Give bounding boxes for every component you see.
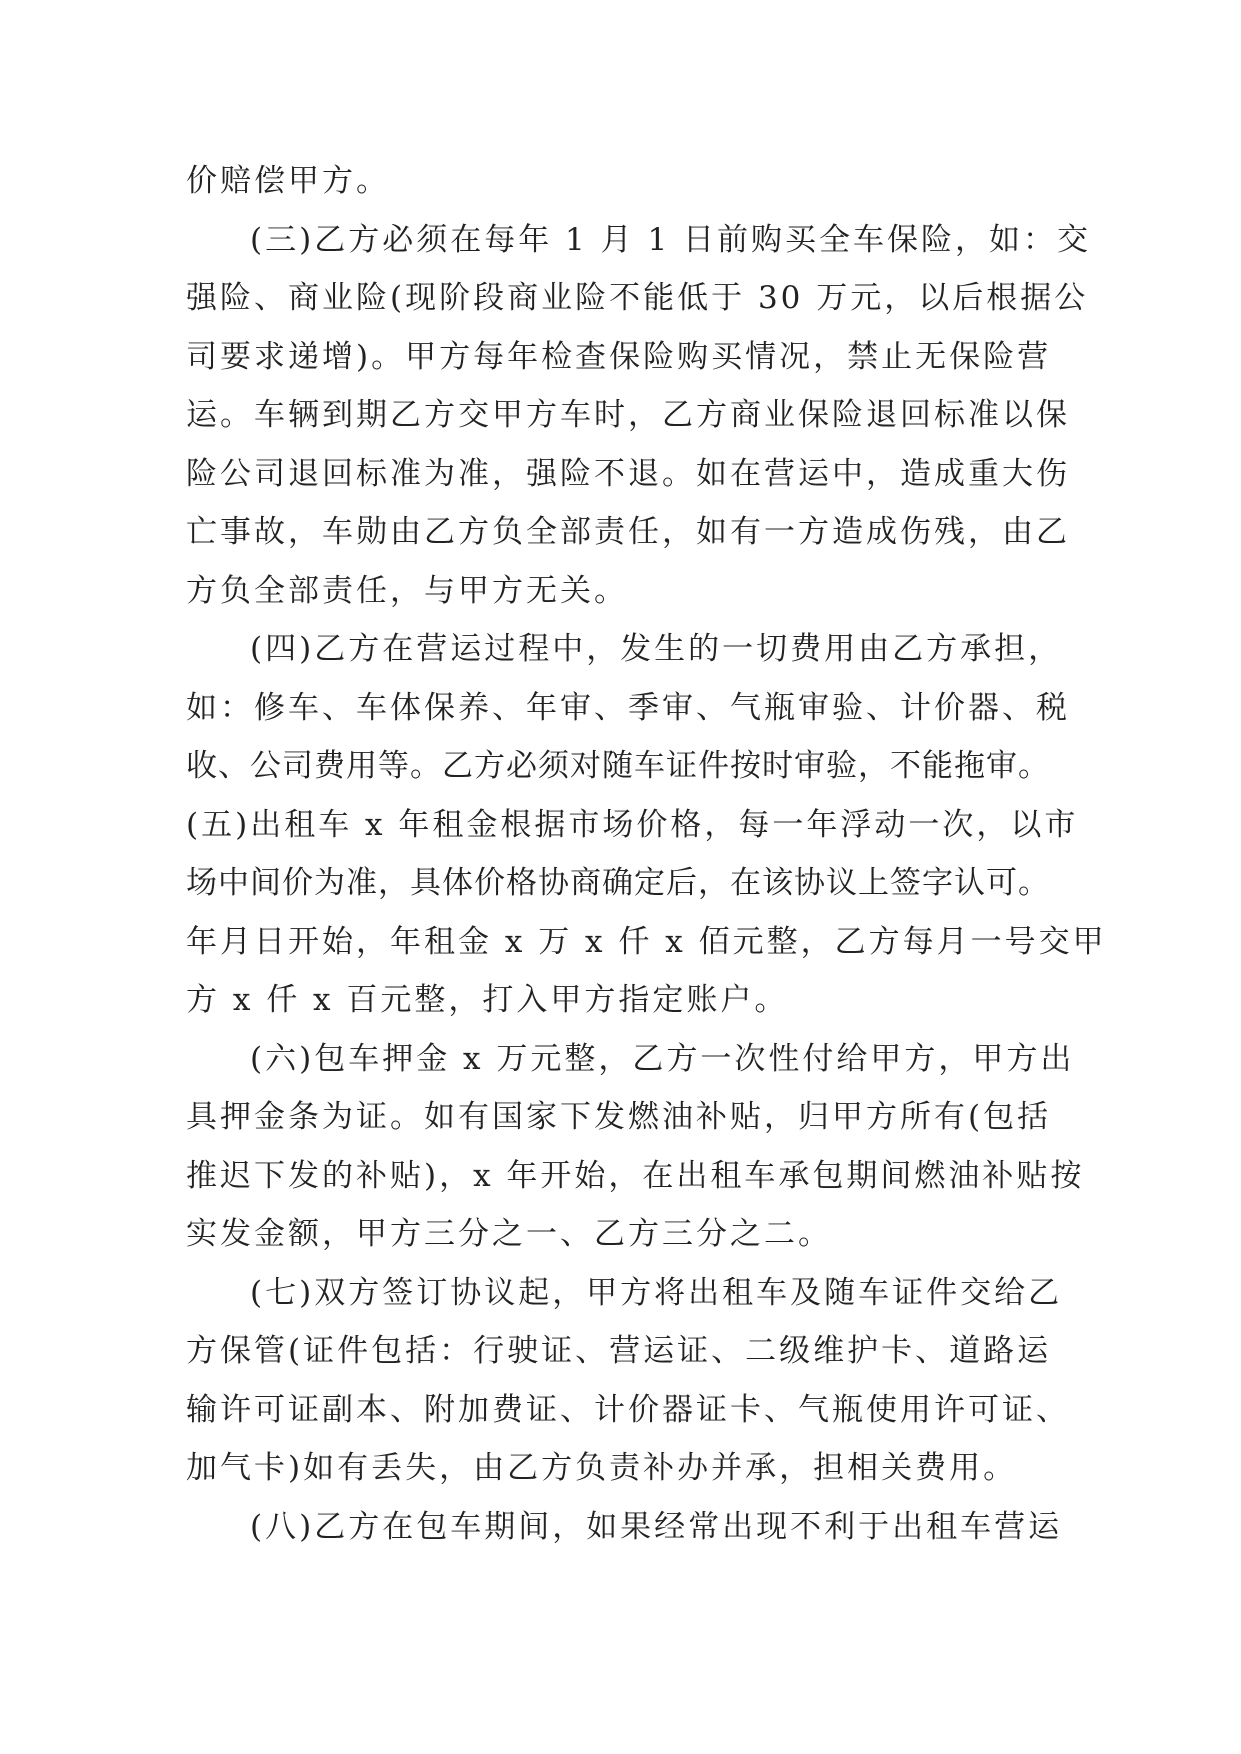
- text-line: 输许可证副本、附加费证、计价器证卡、气瓶使用许可证、: [186, 1391, 1070, 1428]
- text-line: 推迟下发的补贴)，x 年开始，在出租车承包期间燃油补贴按: [186, 1157, 1085, 1194]
- text-line: 具押金条为证。如有国家下发燃油补贴，归甲方所有(包括: [186, 1099, 1052, 1135]
- text-line: 加气卡)如有丢失，由乙方负责补办并承，担相关费用。: [186, 1450, 1018, 1486]
- text-line: (三)乙方必须在每年 1 月 1 日前购买全车保险，如：交: [250, 221, 1092, 258]
- document-body: [186, 152, 1107, 1556]
- text-line: 年月日开始，年租金 x 万 x 仟 x 佰元整，乙方每月一号交甲: [186, 923, 1107, 960]
- text-line: 方 x 仟 x 百元整，打入甲方指定账户。: [186, 982, 789, 1018]
- text-line: 方负全部责任，与甲方无关。: [186, 572, 628, 609]
- text-line: 如：修车、车体保养、年审、季审、气瓶审验、计价器、税: [186, 689, 1070, 726]
- text-line: 场中间价为准，具体价格协商确定后，在该协议上签字认可。: [186, 865, 1050, 901]
- text-line: 价赔偿甲方。: [186, 163, 390, 199]
- text-line: (七)双方签订协议起，甲方将出租车及随车证件交给乙: [250, 1274, 1063, 1311]
- text-line: (五)出租车 x 年租金根据市场价格，每一年浮动一次，以市: [186, 806, 1079, 843]
- text-line: (四)乙方在营运过程中，发生的一切费用由乙方承担，: [250, 631, 1063, 667]
- text-line: (六)包车押金 x 万元整，乙方一次性付给甲方，甲方出: [250, 1040, 1075, 1077]
- text-line: 方保管(证件包括：行驶证、营运证、二级维护卡、道路运: [186, 1333, 1052, 1369]
- text-line: 强险、商业险(现阶段商业险不能低于 30 万元，以后根据公: [186, 280, 1089, 316]
- text-line: 收、公司费用等。乙方必须对随车证件按时审验，不能拖审。: [186, 748, 1050, 784]
- text-line: 险公司退回标准为准，强险不退。如在营运中，造成重大伤: [186, 455, 1070, 492]
- text-line: 司要求递增)。甲方每年检查保险购买情况，禁止无保险营: [186, 338, 1052, 375]
- text-line: 亡事故，车勋由乙方负全部责任，如有一方造成伤残，由乙: [186, 514, 1070, 550]
- text-line: 运。车辆到期乙方交甲方车时，乙方商业保险退回标准以保: [186, 397, 1070, 433]
- text-line: 实发金额，甲方三分之一、乙方三分之二。: [186, 1216, 832, 1252]
- text-line: (八)乙方在包车期间，如果经常出现不利于出租车营运: [250, 1508, 1063, 1545]
